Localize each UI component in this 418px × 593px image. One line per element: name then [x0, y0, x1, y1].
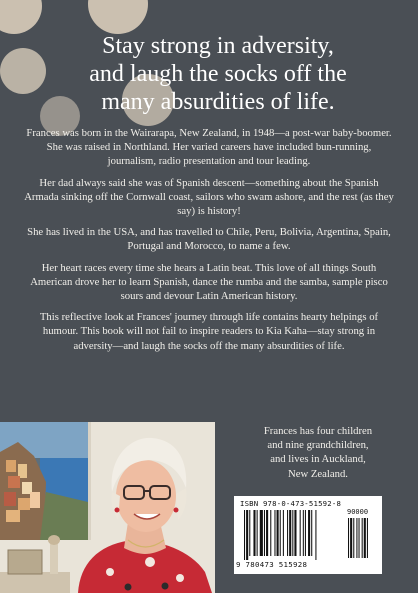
isbn-barcode: [234, 496, 382, 574]
barcode-bar: [257, 510, 258, 556]
barcode-bar: [260, 510, 263, 556]
barcode-bar: [249, 510, 250, 556]
author-photo: [0, 422, 215, 593]
barcode-bar: [253, 510, 255, 556]
barcode-bar: [274, 510, 275, 556]
barcode-bar: [287, 510, 288, 556]
barcode-bar: [283, 510, 284, 556]
headline-line: and laugh the socks off the: [89, 61, 347, 87]
decorative-dot: [0, 0, 42, 34]
headline-line: many absurdities of life.: [101, 89, 335, 115]
ean-digits: 9 780473 515928: [236, 560, 308, 569]
side-note-line: Frances has four children: [263, 425, 373, 437]
isbn-label: ISBN 978-0-473-51592-8: [240, 499, 342, 508]
addon-bar: [356, 518, 357, 558]
barcode-bar: [270, 510, 271, 556]
addon-bar: [362, 518, 363, 558]
decorative-dot: [88, 0, 148, 34]
barcode-bar: [289, 510, 291, 556]
price-addon: 90000: [347, 508, 369, 516]
barcode-bar: [303, 510, 304, 556]
headline: [28, 32, 408, 116]
barcode-bar: [311, 510, 312, 556]
barcode-bar: [246, 510, 248, 560]
barcode-bar: [305, 510, 306, 556]
blurb-paragraph: Frances was born in the Wairarapa, New Zealand, in 1948—a post-war baby-boomer. She was raised in Northland. Her varied careers have included bun-running, journalism, radio presentation and tour leading.: [26, 127, 392, 168]
addon-bar: [350, 518, 352, 558]
barcode-bar: [315, 510, 316, 560]
addon-bar: [353, 518, 354, 558]
side-note-line: and nine grandchildren,: [267, 439, 369, 452]
barcode-bar: [308, 510, 310, 556]
side-note-line: and lives in Auckland,: [270, 453, 366, 466]
blurb-paragraph: Her dad always said she was of Spanish descent—something about the Spanish Armada sinking off the Cornwall coast, sailors who swam ashore, and the rest (as they say) is history!: [24, 176, 394, 218]
addon-bar: [348, 518, 349, 558]
barcode-bar: [266, 510, 268, 556]
addon-bar: [359, 518, 360, 558]
blurb-paragraph: This reflective look at Frances' journey through life contains hearty helpings of humour. This book will not fail to inspire readers to Kia Kaha—stay strong in adversity—and laugh the socks off the many absurdities of life.: [39, 311, 379, 352]
blurb-paragraph: Her heart races every time she hears a Latin beat. This love of all things South American drove her to learn Spanish, dance the rumba and the samba, sample pisco sours and devour Latin American history.: [30, 261, 388, 303]
blurb: [22, 126, 396, 360]
barcode-bars: [244, 510, 376, 560]
author-location-note: [234, 424, 402, 481]
addon-bar: [367, 518, 368, 558]
barcode-bar: [277, 510, 279, 556]
addon-bar: [364, 518, 366, 558]
barcode-bar: [292, 510, 293, 556]
barcode-bar: [294, 510, 296, 556]
barcode-bar: [300, 510, 301, 556]
headline-line: Stay strong in adversity,: [102, 33, 334, 59]
barcode-bar: [244, 510, 245, 560]
side-note-line: New Zealand.: [288, 467, 348, 480]
barcode-bar: [280, 510, 281, 556]
barcode-bar: [264, 510, 265, 556]
blurb-paragraph: She has lived in the USA, and has travelled to Chile, Peru, Bolivia, Argentina, Spain, Portugal and Morocco, to name a few.: [27, 226, 391, 253]
